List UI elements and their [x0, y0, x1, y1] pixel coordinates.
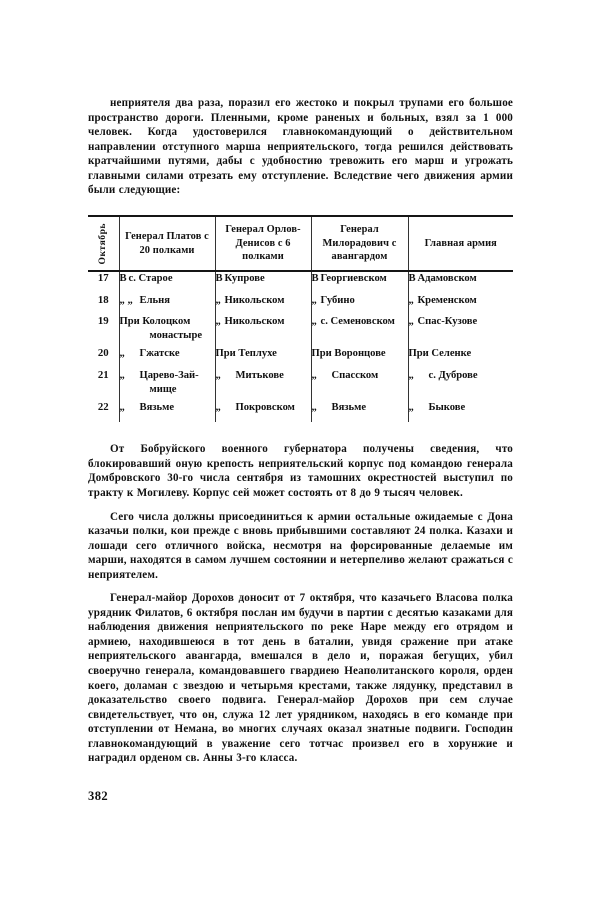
cell-platov: [119, 271, 215, 294]
cell-prefix: В: [215, 273, 223, 285]
cell-platov: [119, 315, 215, 347]
cell-prefix: „ „: [119, 294, 133, 306]
column-header-miloradovich: Генерал Милорадович с авангардом: [311, 216, 408, 271]
column-header-main-army: Главная армия: [408, 216, 513, 271]
cell-text: Покровском: [235, 401, 295, 413]
cell-platov: [119, 401, 215, 423]
cell-miloradovich: [311, 315, 408, 347]
table-header: [88, 216, 513, 271]
table-row: [88, 271, 513, 294]
cell-prefix: „: [215, 294, 221, 306]
cell-prefix: „: [408, 369, 414, 381]
table-header-row: [88, 216, 513, 271]
cell-prefix: При: [408, 348, 429, 360]
cell-text: Губино: [320, 294, 355, 306]
cell-prefix: „: [215, 401, 221, 413]
column-header-orlov-denisov: Генерал Орлов- Денисов с 6 полками: [215, 216, 311, 271]
cell-text: Адамовском: [417, 273, 477, 285]
column-header-month-label: Октябрь: [97, 222, 109, 265]
cell-prefix: „: [408, 316, 414, 328]
cell-prefix: В: [311, 273, 319, 285]
table-body: [88, 271, 513, 422]
cell-platov: [119, 347, 215, 369]
column-header-month: [88, 216, 119, 271]
cell-main-army: [408, 369, 513, 401]
cell-date: 20: [97, 347, 109, 360]
cell-text: Купрове: [224, 273, 265, 285]
table-row: [88, 294, 513, 316]
cell-miloradovich: [311, 401, 408, 423]
cell-main-army: [408, 294, 513, 316]
cell-text: с. Семеновском: [320, 316, 395, 328]
cell-main-army: [408, 401, 513, 423]
cell-text: Быкове: [428, 401, 466, 413]
army-movements-table: [88, 215, 513, 422]
cell-prefix: В: [119, 273, 127, 285]
cell-prefix: При: [311, 348, 332, 360]
cell-date: 22: [97, 400, 109, 413]
cell-orlov-denisov: [215, 315, 311, 347]
cell-text: Кременском: [417, 294, 477, 306]
cell-text: Георгиевском: [320, 273, 387, 285]
cell-text: Спасском: [331, 369, 379, 381]
cell-text: Теплухе: [238, 348, 277, 360]
table-row: [88, 369, 513, 401]
cell-prefix: „: [408, 294, 414, 306]
cell-text: Спас-Кузове: [417, 316, 478, 328]
cell-text: Ельня: [139, 294, 170, 306]
cell-main-army: [408, 347, 513, 369]
cell-prefix: „: [311, 401, 317, 413]
cell-platov: [119, 294, 215, 316]
army-movements-table-wrapper: [88, 215, 513, 422]
cell-text: Вязьме: [139, 401, 175, 413]
cell-text: Гжатске: [139, 348, 180, 360]
cell-prefix: „: [119, 348, 125, 360]
cell-orlov-denisov: [215, 347, 311, 369]
cell-text: Митькове: [235, 369, 284, 381]
cell-prefix: В: [408, 273, 416, 285]
cell-miloradovich: [311, 294, 408, 316]
cell-text: Вязьме: [331, 401, 367, 413]
cell-prefix: При: [119, 316, 140, 328]
cell-platov: [119, 369, 215, 401]
cell-date: 17: [97, 272, 109, 285]
cell-orlov-denisov: [215, 271, 311, 294]
cell-date: 18: [97, 293, 109, 306]
cell-prefix: При: [215, 348, 236, 360]
cell-text: Селенке: [431, 348, 472, 360]
cell-text: Никольском: [224, 316, 285, 328]
table-row: [88, 347, 513, 369]
cell-prefix: „: [311, 369, 317, 381]
cell-prefix: „: [408, 401, 414, 413]
cell-miloradovich: [311, 347, 408, 369]
document-page: [88, 96, 513, 766]
cell-prefix: „: [311, 316, 317, 328]
cell-orlov-denisov: [215, 401, 311, 423]
paragraph-2: От Бобруйского военного губернатора получены сведения, что блокировавший оную крепость неприятельский корпус под командою генерала Домбровского 30-го числа сентября из тамошних окрестностей выступил по тракту к Могилеву. Корпус сей может состоять от 8 до 9 тысяч человек.: [88, 443, 513, 499]
paragraph-1: неприятеля два раза, поразил его жестоко и покрыл трупами его большое пространство дороги. Пленными, кроме раненых и больных, взял за 1 000 человек. Когда удостоверился главнокомандующий о действительном направлении отступного марша неприятельского, тогда решился действовать кратчайшими путями, дабы с удобностию тревожить его марш и угрожать главными силами отрезать ему отступление. Вследствие чего движения армии были следующие:: [88, 97, 513, 197]
cell-main-army: [408, 271, 513, 294]
cell-text: Царево-Зай-: [139, 369, 199, 381]
cell-orlov-denisov: [215, 369, 311, 401]
cell-prefix: „: [215, 369, 221, 381]
page-number: 382: [88, 789, 109, 803]
paragraph-3: Сего числа должны присоединиться к армии остальные ожидаемые с Дона казачьи полки, кои прежде с вновь прибывшими составляют 24 полка. Казахи и лошади сего отличного войска, несмотря на форсированные делаемые им марши, находятся в самом лучшем состоянии и нетерпеливо желают сражаться с неприятелем.: [88, 510, 513, 581]
cell-main-army: [408, 315, 513, 347]
paragraph-4: Генерал-майор Дорохов доносит от 7 октября, что казачьего Власова полка урядник Филатов, 6 октября послан им будучи в партии с десятью казаками для наблюдения движения неприятельского по реке Наре между его отрядом и армиею, находившеюся в тот день в баталии, увидя сражение при атаке неприятельского авангарда, вмешался в дело и, поражая бегущих, убил своеручно генерала, командовавшего гвардиею Неаполитанского короля, орден коего, доламан с звездою и четырьмя крестами, также лядунку, представил в доказательство своего подвига. Генерал-майор Дорохов при сем случае свидетельствует, что он, служа 12 лет урядником, находясь в его команде при отступлении от Немана, во многих случаях оказал знатные подвиги. Господин главнокомандующий в уважение сего тотчас произвел его в хорунжие и наградил орденом св. Анны 3-го класса.: [88, 592, 513, 765]
cell-text: с. Дуброве: [428, 369, 478, 381]
cell-text: Никольском: [224, 294, 285, 306]
cell-text: Колоцком: [142, 316, 191, 328]
cell-date: 21: [97, 368, 109, 381]
cell-miloradovich: [311, 369, 408, 401]
cell-text: Воронцове: [334, 348, 386, 360]
table-row: [88, 401, 513, 423]
cell-prefix: „: [119, 401, 125, 413]
cell-prefix: „: [119, 369, 125, 381]
cell-prefix: „: [311, 294, 317, 306]
cell-prefix: „: [215, 316, 221, 328]
cell-text-continued: монастыре: [149, 330, 203, 342]
column-header-platov: Генерал Платов с 20 полками: [119, 216, 215, 271]
cell-text-continued: мище: [149, 383, 177, 395]
cell-date: 19: [97, 315, 109, 328]
cell-orlov-denisov: [215, 294, 311, 316]
cell-miloradovich: [311, 271, 408, 294]
cell-text: с. Старое: [128, 273, 173, 285]
table-row: [88, 315, 513, 347]
